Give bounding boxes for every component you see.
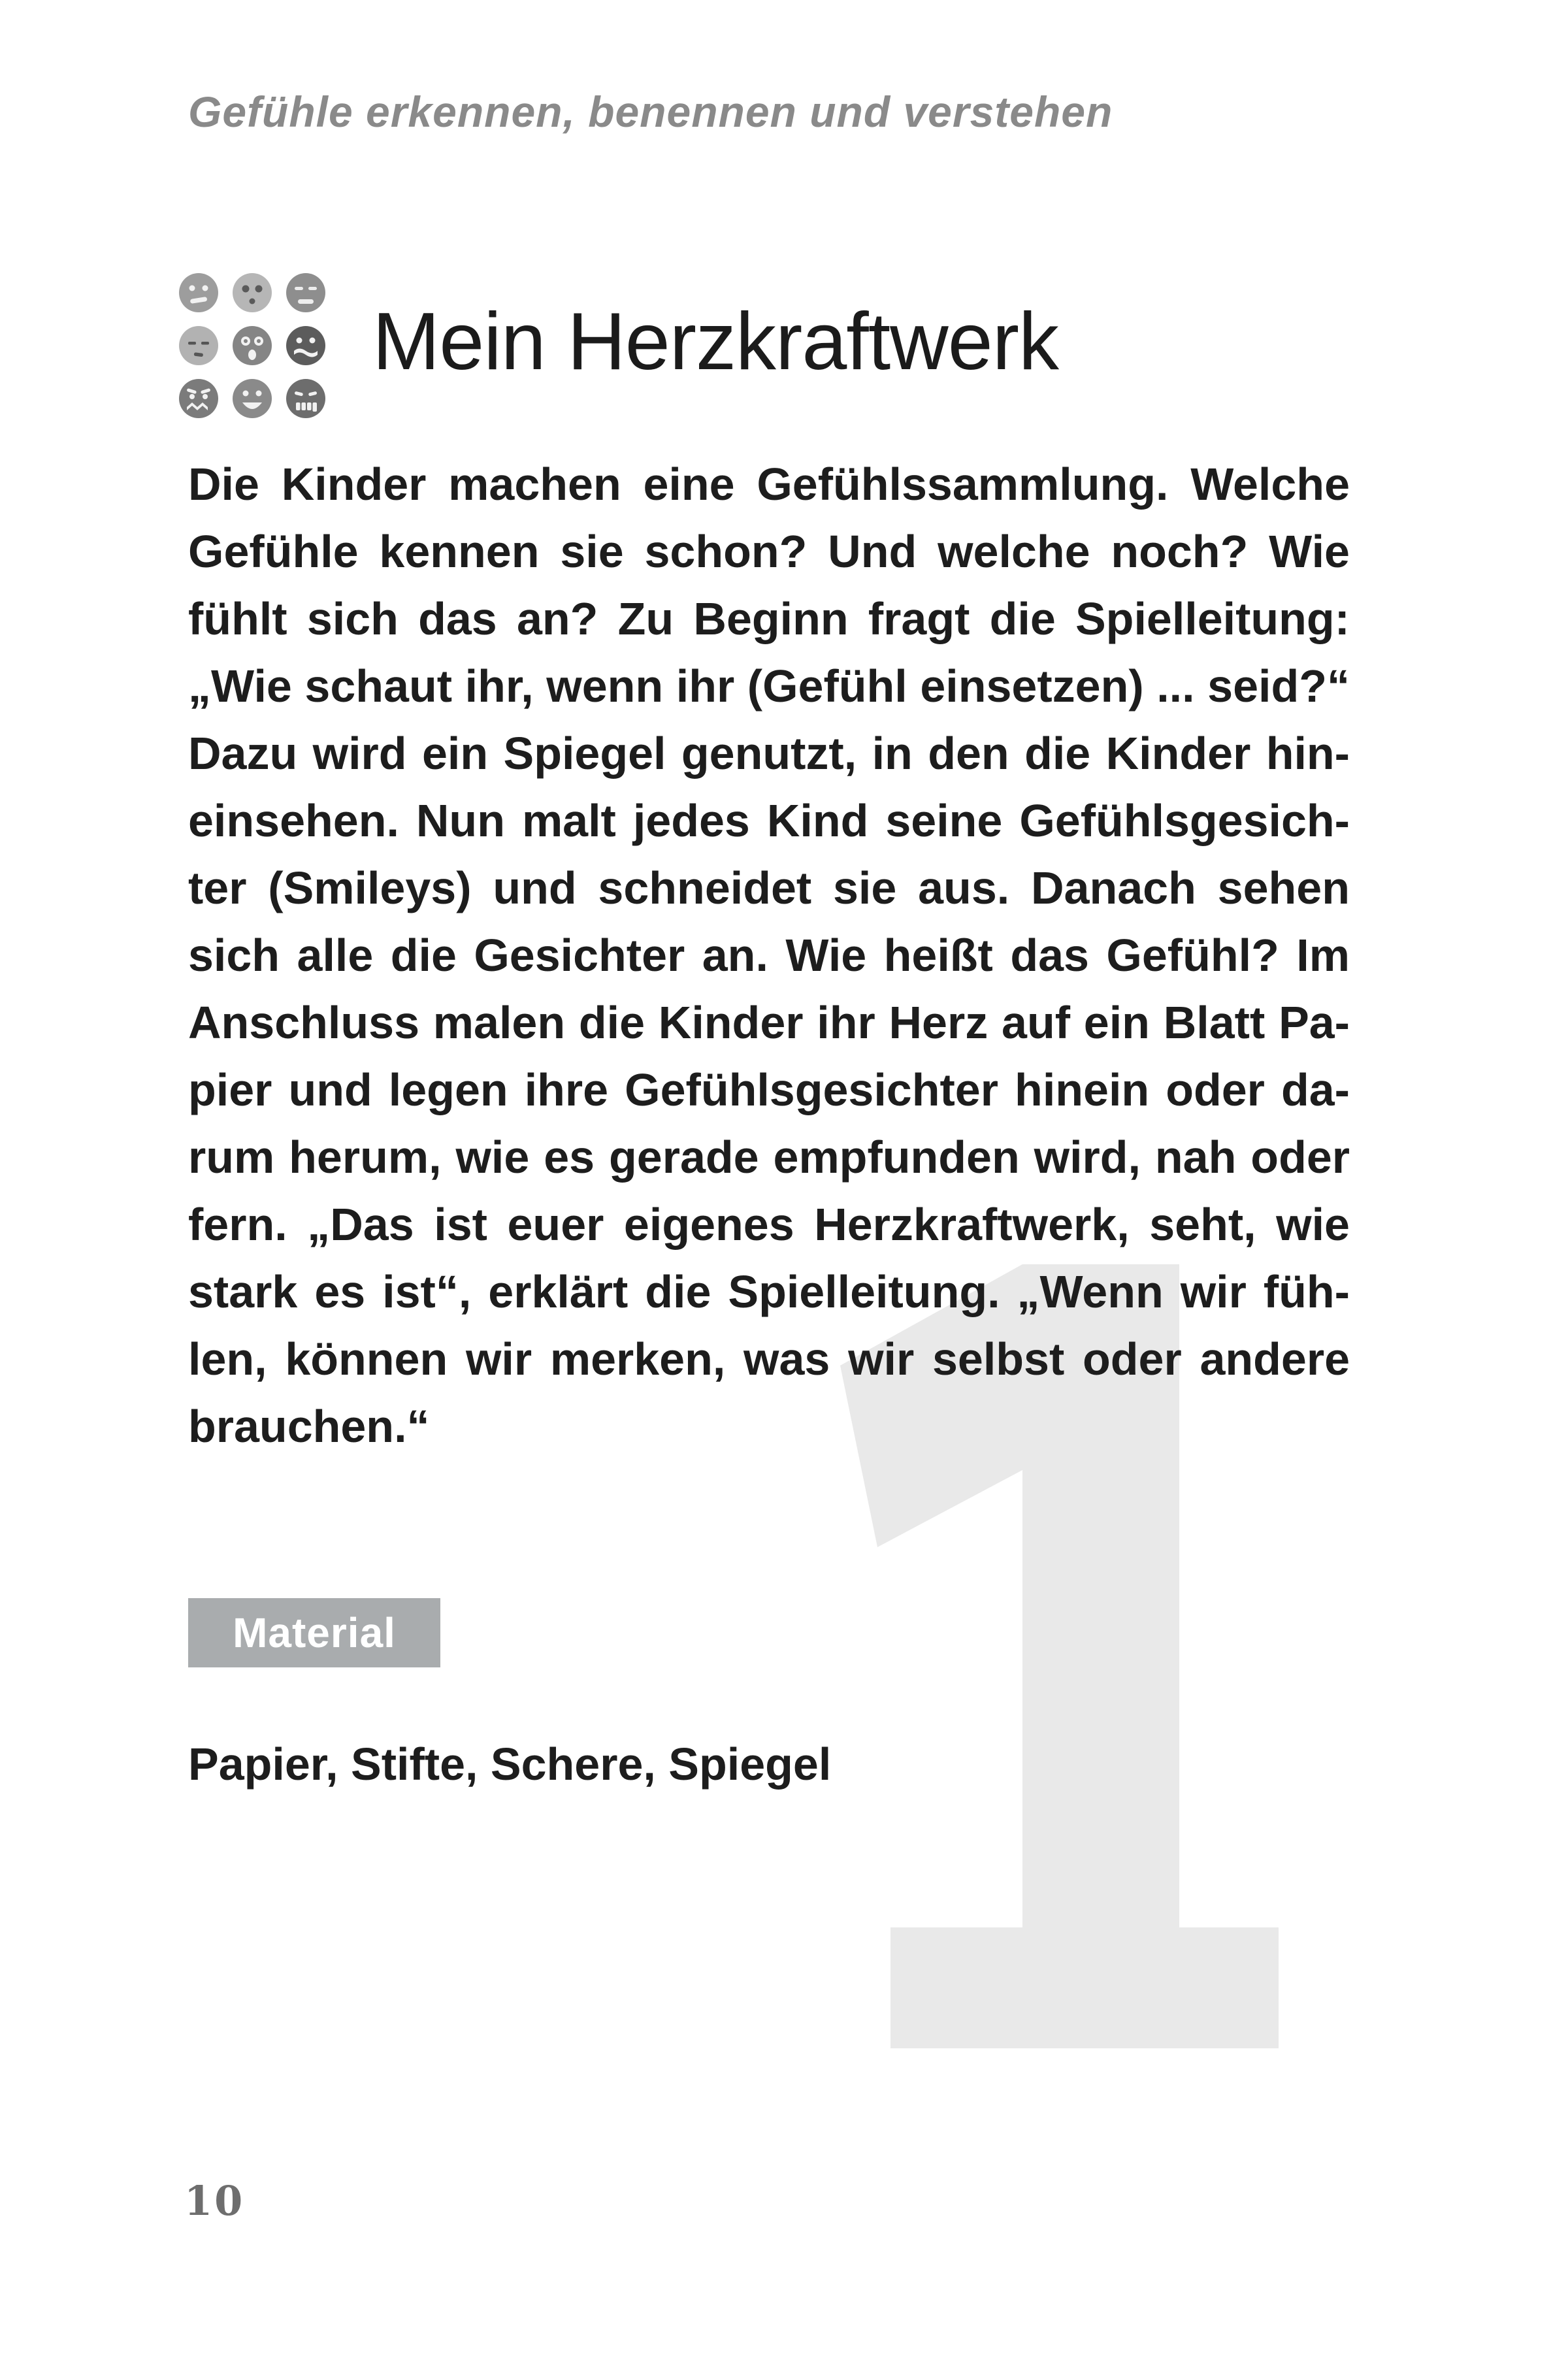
body-paragraph (188, 451, 1350, 1460)
body-line: Die Kinder machen eine Gefühlssammlung. Welche (188, 459, 1350, 510)
body-line: Gefühle kennen sie schon? Und welche noch? Wie (188, 526, 1350, 577)
material-heading-box (188, 1598, 440, 1667)
body-line: fern. „Das ist euer eigenes Herzkraftwerk, seht, wie (188, 1199, 1350, 1250)
body-line: rum herum, wie es gerade empfunden wird, nah oder (188, 1132, 1350, 1183)
smiley-annoyed-icon (285, 272, 327, 314)
body-line: Dazu wird ein Spiegel genutzt, in den die Kinder hin- (188, 728, 1350, 779)
body-line: ter (Smileys) und schneidet sie aus. Danach sehen (188, 862, 1350, 913)
smiley-laughing-icon (231, 378, 273, 419)
page-title: Mein Herzkraftwerk (372, 297, 1058, 387)
material-items: Papier, Stifte, Schere, Spiegel (188, 1739, 832, 1790)
body-line: „Wie schaut ihr, wenn ihr (Gefühl einsetzen) ... seid?“ (188, 661, 1350, 712)
body-line: sich alle die Gesichter an. Wie heißt das Gefühl? Im (188, 930, 1350, 981)
smiley-grid-icon (178, 272, 327, 419)
smiley-shocked-icon (231, 325, 273, 367)
body-line: brauchen.“ (188, 1401, 430, 1452)
smiley-grimace-icon (285, 325, 327, 367)
smiley-surprised-icon (231, 272, 273, 314)
body-line: len, können wir merken, was wir selbst oder andere (188, 1334, 1350, 1384)
body-line: pier und legen ihre Gefühlsgesichter hinein oder da- (188, 1064, 1350, 1115)
body-line: Anschluss malen die Kinder ihr Herz auf ein Blatt Pa- (188, 997, 1350, 1048)
smiley-skeptical-icon (178, 272, 220, 314)
running-head: Gefühle erkennen, benennen und verstehen (188, 88, 1113, 136)
page-number: 10 (184, 2177, 245, 2225)
material-heading-label: Material (233, 1609, 396, 1656)
smiley-angry-icon (178, 378, 220, 419)
body-line: stark es ist“, erklärt die Spielleitung. „Wenn wir füh- (188, 1266, 1350, 1317)
smiley-sleepy-icon (178, 325, 220, 367)
smiley-crying-icon (285, 378, 327, 419)
body-line: fühlt sich das an? Zu Beginn fragt die Spielleitung: (188, 593, 1350, 644)
body-line: einsehen. Nun malt jedes Kind seine Gefühlsgesich- (188, 795, 1350, 846)
